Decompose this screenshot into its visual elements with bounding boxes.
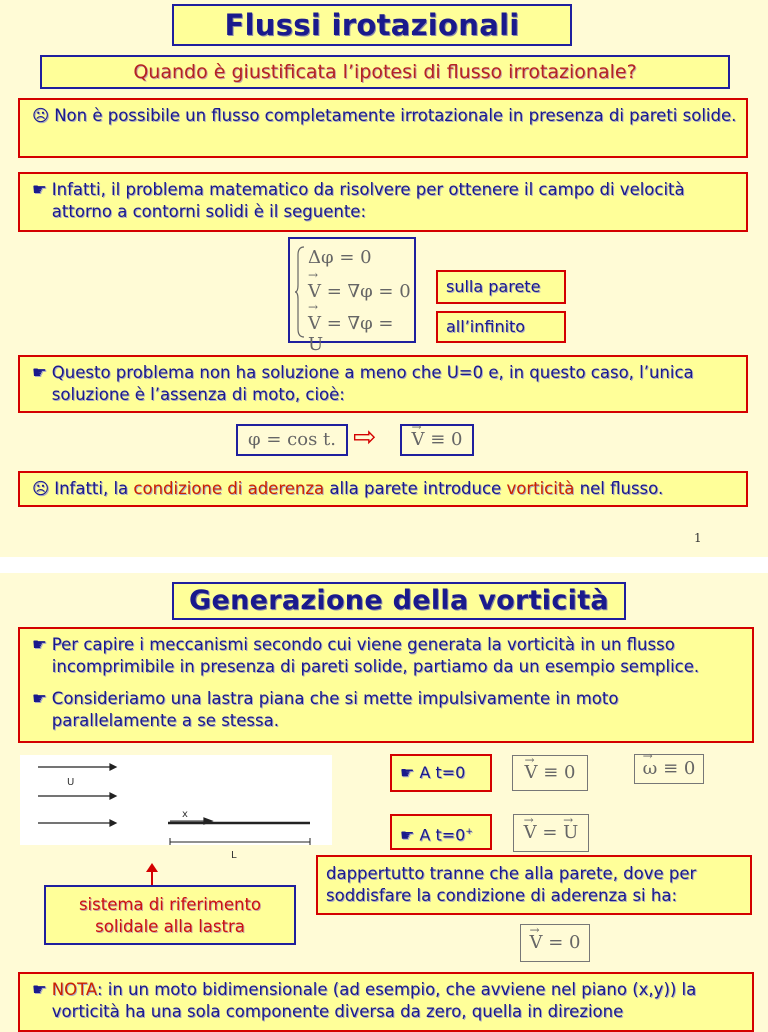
frown-icon: ☹ [32,106,50,125]
label-on-wall: sulla parete [436,270,566,304]
equation-system [288,237,416,355]
equation-omega-zero: → ω ≡ 0 [634,754,704,784]
slide1-title: Flussi irotazionali [172,4,572,46]
equation-v-zero: → V ≡ 0 [400,424,474,456]
equation-infinity: → V = ∇φ = U [308,313,414,355]
implies-arrow-icon: ⇨ [353,420,377,453]
intro-paragraph-1: ☛ Per capire i meccanismi secondo cui viene generata la vorticità in un flusso incomprimibile in presenza di pareti solide, partiamo da un esempio semplice. [32,635,700,676]
label-t-zero-plus: ☛ A t=0+ [390,814,492,850]
equation-phi-const: φ = cos t. [236,424,348,456]
pointing-hand-icon: ☛ [32,689,47,708]
pointing-hand-icon: ☛ [32,180,47,199]
label-x: x [182,809,188,820]
slide1-subtitle: Quando è giustificata l’ipotesi di flusso irrotazionale? [40,55,730,89]
label-l: L [231,850,237,861]
label-t-zero: ☛ A t=0 [390,754,492,792]
box-text: Infatti, il problema matematico da risolvere per ottenere il campo di velocità attorno a contorni solidi è il seguente: [51,180,685,221]
slide2-intro-box [18,627,754,743]
everywhere-box: dappertutto tranne che alla parete, dove per soddisfare la condizione di aderenza si ha: [316,855,752,915]
pointing-hand-icon: ☛ [400,763,415,782]
nota-text: NOTA: in un moto bidimensionale (ad esempio, che avviene nel piano (x,y)) la vorticità ha una sola componente diversa da zero, quella in direzione [51,980,697,1021]
slide2-title: Generazione della vorticità [172,582,626,620]
pointing-hand-icon: ☛ [32,980,47,999]
equation-laplace: Δφ = 0 [308,247,372,268]
page-number: 1 [694,531,702,545]
box-text: Questo problema non ha soluzione a meno che U=0 e, in questo caso, l’unica soluzione è l’assenza di moto, cioè: [51,363,694,404]
pointing-hand-icon: ☛ [400,825,415,845]
label-at-infinity: all’infinito [436,311,566,343]
brace-icon [294,245,306,339]
box-text: Non è possibile un flusso completamente irrotazionale in presenza di pareti solide. [54,106,737,125]
frown-icon: ☹ [32,479,50,498]
equation-v-zero-wall: → V = 0 [520,924,590,962]
equation-v-equals-u: → V = → U [513,814,589,852]
slide-separator [0,557,768,573]
plate-diagram [20,755,332,861]
box-text: Infatti, la condizione di aderenza alla parete introduce vorticità nel flusso. [54,479,664,498]
pointing-hand-icon: ☛ [32,363,47,382]
equation-wall: → V = ∇φ = 0 [308,281,411,302]
slide1-box-no-irrotational [18,98,748,158]
plate-flow-figure [20,755,332,845]
intro-paragraph-2: ☛ Consideriamo una lastra piana che si mette impulsivamente in moto parallelamente a se stessa. [32,689,619,730]
label-u: U [67,777,75,788]
slide1-box-problem [18,172,748,232]
equation-v-equiv-zero: → V ≡ 0 [512,755,588,791]
pointing-hand-icon: ☛ [32,635,47,654]
reference-frame-label: sistema di riferimento solidale alla lastra [44,885,296,945]
slide1-box-adherence [18,471,748,507]
slide1-box-no-solution [18,355,748,413]
nota-box [18,972,754,1032]
